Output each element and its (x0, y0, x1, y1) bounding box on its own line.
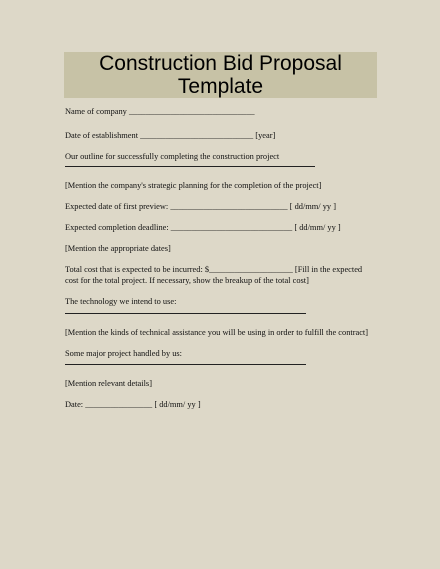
title-line-1: Construction Bid Proposal (99, 52, 342, 75)
title-band (64, 52, 377, 98)
total-cost-line-1: Total cost that is expected to be incurred: $____________________ [Fill in the expected (65, 265, 363, 274)
technical-assistance-note: [Mention the kinds of technical assistance you will be using in order to fulfill the contract] (65, 328, 369, 337)
relevant-details-note: [Mention relevant details] (65, 379, 152, 388)
form-body (65, 106, 385, 410)
date-line: Date: ________________ [ dd/mm/ yy ] (65, 400, 201, 409)
major-projects-line: Some major project handled by us: (65, 349, 182, 358)
completion-deadline-line: Expected completion deadline: _____________________________ [ dd/mm/ yy ] (65, 223, 341, 232)
outline-line: Our outline for successfully completing the construction project (65, 152, 280, 161)
title-line-2: Template (177, 75, 264, 98)
first-preview-line: Expected date of first preview: ____________________________ [ dd/mm/ yy ] (65, 202, 336, 211)
total-cost-line-2: cost for the total project. If necessary, show the breakup of the total cost] (65, 276, 309, 285)
establishment-line: Date of establishment ___________________________ [year] (65, 131, 276, 140)
strategic-planning-note: [Mention the company's strategic planning for the completion of the project] (65, 181, 322, 190)
company-name-line: Name of company ______________________________ (65, 107, 255, 116)
dates-note: [Mention the appropriate dates] (65, 244, 171, 253)
technology-line: The technology we intend to use: (65, 297, 177, 306)
